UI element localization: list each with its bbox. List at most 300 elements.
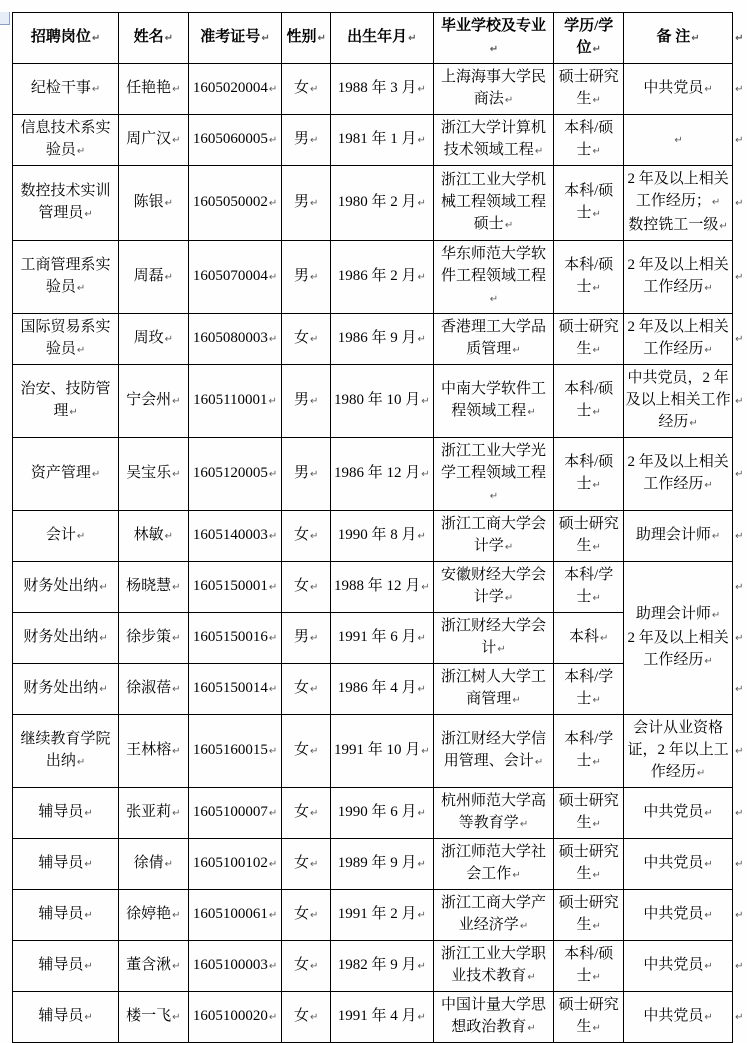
cell-text: 1605100020↵ <box>192 1008 278 1024</box>
cell-school <box>433 613 554 664</box>
paragraph-mark-icon: ↵ <box>417 135 426 146</box>
cell-degree <box>554 166 624 241</box>
cell-school <box>433 715 554 788</box>
paragraph-mark-icon: ↵ <box>704 1012 713 1023</box>
cell-text: 浙江工业大学职业技术教育↵ <box>440 946 546 984</box>
paragraph-mark-icon: ↵ <box>417 808 426 819</box>
cell-remark <box>624 511 733 562</box>
paragraph-mark-icon: ↵ <box>735 198 744 209</box>
cell-position <box>13 839 119 890</box>
cell-text: 1986 年 12 月↵ <box>334 465 430 481</box>
row-end-mark <box>733 788 747 839</box>
paragraph-mark-icon: ↵ <box>704 283 713 294</box>
cell-text: 1990 年 8 月↵ <box>337 527 426 543</box>
paragraph-mark-icon: ↵ <box>164 334 174 345</box>
cell-text: 硕士研究生↵ <box>558 319 619 357</box>
paragraph-mark-icon: ↵ <box>310 961 319 972</box>
cell-text: 1605110001↵ <box>193 392 277 408</box>
paragraph-mark-icon: ↵ <box>497 644 506 655</box>
column-header-birth <box>331 13 434 64</box>
paragraph-mark-icon: ↵ <box>310 531 319 542</box>
cell-text: 中南大学软件工程领域工程↵ <box>440 381 546 419</box>
cell-remark <box>624 562 733 715</box>
cell-position <box>13 890 119 941</box>
column-header-remark <box>624 13 733 64</box>
cell-text: 任艳艳↵ <box>126 80 181 96</box>
paragraph-mark-icon: ↵ <box>704 480 713 491</box>
cell-text: 男↵ <box>294 629 319 645</box>
paragraph-mark-icon: ↵ <box>172 582 181 593</box>
cell-position <box>13 511 119 562</box>
paragraph-mark-icon: ↵ <box>592 44 601 55</box>
cell-text: 1605160015↵ <box>192 742 278 758</box>
paragraph-mark-icon: ↵ <box>421 469 430 480</box>
cell-text: 会计↵ <box>45 527 86 543</box>
row-end-mark <box>733 241 747 314</box>
cell-text: 女↵ <box>294 804 319 820</box>
cell-text: 助理会计师↵ <box>635 527 721 543</box>
paragraph-mark-icon: ↵ <box>76 757 86 768</box>
paragraph-mark-icon: ↵ <box>417 531 426 542</box>
cell-school <box>433 839 554 890</box>
cell-name <box>119 788 188 839</box>
cell-gender <box>282 241 331 314</box>
row-end-mark <box>733 664 747 715</box>
paragraph-mark-icon: ↵ <box>99 684 108 695</box>
cell-text: 1605070004↵ <box>192 268 278 284</box>
row-end-mark <box>733 115 747 166</box>
paragraph-mark-icon: ↵ <box>704 859 713 870</box>
paragraph-mark-icon: ↵ <box>310 272 319 283</box>
table-row <box>13 941 747 992</box>
table-row <box>13 715 747 788</box>
cell-remark <box>624 438 733 511</box>
cell-name <box>119 715 188 788</box>
cell-text: 张亚莉↵ <box>126 804 181 820</box>
table-row <box>13 511 747 562</box>
cell-text: 1980 年 2 月↵ <box>337 194 426 210</box>
cell-degree <box>554 241 624 314</box>
paragraph-mark-icon: ↵ <box>735 633 744 644</box>
paragraph-mark-icon: ↵ <box>268 808 278 819</box>
cell-text: 吴宝乐↵ <box>126 465 181 481</box>
cell-text: 徐婷艳↵ <box>126 906 181 922</box>
row-end-mark <box>733 715 747 788</box>
cell-degree <box>554 314 624 365</box>
paragraph-mark-icon: ↵ <box>691 33 700 44</box>
cell-name <box>119 438 188 511</box>
cell-position <box>13 788 119 839</box>
cell-text: 辅导员↵ <box>38 1008 93 1024</box>
cell-gender <box>282 365 331 438</box>
cell-text: 1986 年 4 月↵ <box>337 680 426 696</box>
cell-ticket <box>188 788 282 839</box>
cell-text: 1981 年 1 月↵ <box>337 131 426 147</box>
cell-text: 1982 年 9 月↵ <box>337 957 426 973</box>
cell-text: 1605150001↵ <box>192 578 278 594</box>
paragraph-mark-icon: ↵ <box>735 531 744 542</box>
cell-school <box>433 115 554 166</box>
paragraph-mark-icon: ↵ <box>704 345 713 356</box>
paragraph-mark-icon: ↵ <box>310 334 319 345</box>
paragraph-mark-icon: ↵ <box>310 1012 319 1023</box>
cell-text: 1605120005↵ <box>192 465 278 481</box>
paragraph-mark-icon: ↵ <box>735 910 744 921</box>
cell-text: 本科/硕士↵ <box>564 454 614 492</box>
cell-name <box>119 365 188 438</box>
paragraph-mark-icon: ↵ <box>735 396 744 407</box>
cell-gender <box>282 839 331 890</box>
cell-text: 1986 年 2 月↵ <box>337 268 426 284</box>
row-end-mark <box>733 13 747 64</box>
paragraph-mark-icon: ↵ <box>91 84 101 95</box>
cell-text: 中共党员↵ <box>643 80 713 96</box>
cell-school <box>433 664 554 715</box>
cell-text: 1605080003↵ <box>192 330 278 346</box>
cell-gender <box>282 115 331 166</box>
cell-ticket <box>188 64 282 115</box>
cell-school <box>433 890 554 941</box>
paragraph-mark-icon: ↵ <box>592 480 601 491</box>
cell-birth <box>331 115 434 166</box>
cell-birth <box>331 839 434 890</box>
paragraph-mark-icon: ↵ <box>592 283 601 294</box>
cell-remark <box>624 839 733 890</box>
cell-position <box>13 613 119 664</box>
cell-birth <box>331 992 434 1043</box>
cell-degree <box>554 365 624 438</box>
cell-text: 杭州师范大学高等教育学↵ <box>440 793 546 831</box>
cell-text: 女↵ <box>294 680 319 696</box>
cell-text: 男↵ <box>294 268 319 284</box>
cell-text: 华东师范大学软件工程领域工程↵ <box>440 246 546 305</box>
cell-text: 女↵ <box>294 742 319 758</box>
row-end-mark <box>733 613 747 664</box>
cell-birth <box>331 562 434 613</box>
paragraph-mark-icon: ↵ <box>172 808 181 819</box>
cell-remark <box>624 788 733 839</box>
table-row <box>13 992 747 1043</box>
cell-text: 1986 年 9 月↵ <box>337 330 426 346</box>
cell-position <box>13 314 119 365</box>
row-end-mark <box>733 64 747 115</box>
paragraph-mark-icon: ↵ <box>421 582 430 593</box>
paragraph-mark-icon: ↵ <box>674 135 683 146</box>
table-row <box>13 64 747 115</box>
cell-degree <box>554 64 624 115</box>
paragraph-mark-icon: ↵ <box>711 610 721 621</box>
cell-school <box>433 438 554 511</box>
cell-text: 辅导员↵ <box>38 855 93 871</box>
cell-text: 国际贸易系实验员↵ <box>20 319 111 357</box>
paragraph-mark-icon: ↵ <box>735 135 744 146</box>
paragraph-mark-icon: ↵ <box>421 746 430 757</box>
cell-ticket <box>188 941 282 992</box>
paragraph-mark-icon: ↵ <box>99 633 108 644</box>
table-row <box>13 839 747 890</box>
cell-position <box>13 115 119 166</box>
paragraph-mark-icon: ↵ <box>417 684 426 695</box>
paragraph-mark-icon: ↵ <box>504 95 514 106</box>
paragraph-mark-icon: ↵ <box>84 209 93 220</box>
paragraph-mark-icon: ↵ <box>735 334 744 345</box>
cell-name <box>119 64 188 115</box>
cell-text: 本科/硕士↵ <box>564 946 614 984</box>
cell-school <box>433 241 554 314</box>
cell-text: 1605150016↵ <box>192 629 278 645</box>
paragraph-mark-icon: ↵ <box>735 746 744 757</box>
cell-text: 招聘岗位↵ <box>30 29 101 45</box>
cell-position <box>13 562 119 613</box>
paragraph-mark-icon: ↵ <box>592 146 601 157</box>
cell-text: 楼一飞↵ <box>126 1008 181 1024</box>
paragraph-mark-icon: ↵ <box>76 146 86 157</box>
paragraph-mark-icon: ↵ <box>84 808 93 819</box>
cell-birth <box>331 511 434 562</box>
cell-text: 2 年及以上相关工作经历↵ <box>627 630 729 668</box>
paragraph-mark-icon: ↵ <box>268 334 278 345</box>
cell-gender <box>282 166 331 241</box>
cell-degree <box>554 941 624 992</box>
cell-text: 1990 年 6 月↵ <box>337 804 426 820</box>
paragraph-mark-icon: ↵ <box>592 757 601 768</box>
cell-text: 1605100061↵ <box>192 906 278 922</box>
paragraph-mark-icon: ↵ <box>735 469 744 480</box>
paragraph-mark-icon: ↵ <box>527 972 536 983</box>
cell-text: 女↵ <box>294 1008 319 1024</box>
cell-text: 1989 年 9 月↵ <box>337 855 426 871</box>
paragraph-mark-icon: ↵ <box>268 1012 278 1023</box>
cell-school <box>433 788 554 839</box>
column-header-ticket <box>188 13 282 64</box>
paragraph-mark-icon: ↵ <box>711 197 721 208</box>
row-end-mark <box>733 562 747 613</box>
cell-text: 浙江工业大学机械工程领域工程硕士↵ <box>440 172 546 232</box>
cell-birth <box>331 715 434 788</box>
cell-text: 女↵ <box>294 80 319 96</box>
cell-text: 林敏↵ <box>133 527 174 543</box>
paragraph-mark-icon: ↵ <box>489 294 499 305</box>
paragraph-mark-icon: ↵ <box>735 961 744 972</box>
cell-gender <box>282 64 331 115</box>
row-end-mark <box>733 941 747 992</box>
cell-text: 硕士研究生↵ <box>558 793 619 831</box>
cell-birth <box>331 664 434 715</box>
cell-text: 周玫↵ <box>133 330 174 346</box>
cell-ticket <box>188 166 282 241</box>
cell-text: 1991 年 6 月↵ <box>337 629 426 645</box>
cell-text: 周磊↵ <box>133 268 174 284</box>
paragraph-mark-icon: ↵ <box>164 531 174 542</box>
cell-name <box>119 562 188 613</box>
paragraph-mark-icon: ↵ <box>268 582 278 593</box>
cell-degree <box>554 839 624 890</box>
cell-text: 王林榕↵ <box>126 742 181 758</box>
paragraph-mark-icon: ↵ <box>704 808 713 819</box>
cell-gender <box>282 890 331 941</box>
cell-text: 1605100102↵ <box>192 855 278 871</box>
cell-text: 中共党员↵ <box>643 804 713 820</box>
paragraph-mark-icon: ↵ <box>534 757 544 768</box>
cell-ticket <box>188 562 282 613</box>
paragraph-mark-icon: ↵ <box>417 84 426 95</box>
paragraph-mark-icon: ↵ <box>696 768 706 779</box>
column-header-gender <box>282 13 331 64</box>
cell-text: 1605100003↵ <box>192 957 278 973</box>
paragraph-mark-icon: ↵ <box>704 656 713 667</box>
cell-text: 会计从业资格证，2 年以上工作经历↵ <box>627 720 729 780</box>
paragraph-mark-icon: ↵ <box>512 345 521 356</box>
paragraph-mark-icon: ↵ <box>519 921 529 932</box>
table-row <box>13 314 747 365</box>
cell-text: 女↵ <box>294 527 319 543</box>
cell-text: 财务处出纳↵ <box>23 578 108 594</box>
column-header-name <box>119 13 188 64</box>
paragraph-mark-icon: ↵ <box>408 33 417 44</box>
cell-text: 安徽财经大学会计学↵ <box>440 567 546 605</box>
cell-text: 浙江财经大学会计↵ <box>440 618 546 656</box>
paragraph-mark-icon: ↵ <box>268 198 278 209</box>
cell-position <box>13 664 119 715</box>
cell-text: 中共党员↵ <box>643 957 713 973</box>
cell-text: 徐倩↵ <box>133 855 174 871</box>
paragraph-mark-icon: ↵ <box>527 407 536 418</box>
cell-text: 本科/硕士↵ <box>564 257 614 295</box>
paragraph-mark-icon: ↵ <box>268 859 278 870</box>
paragraph-mark-icon: ↵ <box>164 33 174 44</box>
paragraph-mark-icon: ↵ <box>711 531 721 542</box>
paragraph-mark-icon: ↵ <box>91 33 101 44</box>
paragraph-mark-icon: ↵ <box>84 1012 93 1023</box>
cell-school <box>433 365 554 438</box>
paragraph-mark-icon: ↵ <box>84 961 93 972</box>
paragraph-mark-icon: ↵ <box>84 910 93 921</box>
cell-text: 上海海事大学民商法↵ <box>440 69 546 107</box>
cell-birth <box>331 314 434 365</box>
paragraph-mark-icon: ↵ <box>91 469 101 480</box>
cell-gender <box>282 562 331 613</box>
paragraph-mark-icon: ↵ <box>172 746 181 757</box>
paragraph-mark-icon: ↵ <box>417 961 426 972</box>
cell-degree <box>554 115 624 166</box>
cell-remark <box>624 715 733 788</box>
paragraph-mark-icon: ↵ <box>310 396 319 407</box>
paragraph-mark-icon: ↵ <box>172 396 181 407</box>
paragraph-mark-icon: ↵ <box>310 746 319 757</box>
cell-text: 女↵ <box>294 957 319 973</box>
cell-position <box>13 992 119 1043</box>
cell-ticket <box>188 115 282 166</box>
paragraph-mark-icon: ↵ <box>310 808 319 819</box>
table-header <box>13 13 747 64</box>
paragraph-mark-icon: ↵ <box>704 84 713 95</box>
paragraph-mark-icon: ↵ <box>268 469 278 480</box>
paragraph-mark-icon: ↵ <box>310 633 319 644</box>
paragraph-mark-icon: ↵ <box>592 345 601 356</box>
paragraph-mark-icon: ↵ <box>261 33 270 44</box>
cell-text: 2 年及以上相关工作经历↵ <box>627 319 729 357</box>
cell-gender <box>282 992 331 1043</box>
cell-name <box>119 992 188 1043</box>
cell-text: 1980 年 10 月↵ <box>334 392 430 408</box>
paragraph-mark-icon: ↵ <box>489 44 499 55</box>
paragraph-mark-icon: ↵ <box>735 272 744 283</box>
cell-name <box>119 664 188 715</box>
cell-text: 2 年及以上相关工作经历↵ <box>627 454 729 492</box>
paragraph-mark-icon: ↵ <box>592 209 601 220</box>
row-end-mark <box>733 992 747 1043</box>
recruitment-table <box>12 12 747 1043</box>
document-page <box>0 12 747 1035</box>
cell-ticket <box>188 613 282 664</box>
cell-gender <box>282 788 331 839</box>
cell-birth <box>331 788 434 839</box>
paragraph-mark-icon: ↵ <box>172 684 181 695</box>
row-end-mark <box>733 314 747 365</box>
cell-gender <box>282 715 331 788</box>
cell-text: 浙江树人大学工商管理↵ <box>440 669 546 707</box>
cell-text: 男↵ <box>294 465 319 481</box>
cell-gender <box>282 438 331 511</box>
cell-text: 女↵ <box>294 330 319 346</box>
cell-name <box>119 115 188 166</box>
cell-text: 本科/硕士↵ <box>564 120 614 158</box>
cell-text: 本科/学士↵ <box>564 567 614 605</box>
row-end-mark <box>733 511 747 562</box>
cell-degree <box>554 788 624 839</box>
cell-birth <box>331 166 434 241</box>
cell-text: 准考证号↵ <box>200 29 270 45</box>
paragraph-mark-icon: ↵ <box>76 531 86 542</box>
paragraph-mark-icon: ↵ <box>504 542 514 553</box>
paragraph-mark-icon: ↵ <box>417 1012 426 1023</box>
paragraph-mark-icon: ↵ <box>592 542 601 553</box>
cell-position <box>13 715 119 788</box>
cell-text: 出生年月↵ <box>347 29 417 45</box>
cell-text: 2 年及以上相关工作经历↵ <box>627 257 729 295</box>
cell-text: 浙江工商大学会计学↵ <box>440 516 546 554</box>
cell-ticket <box>188 438 282 511</box>
cell-position <box>13 365 119 438</box>
cell-text: 浙江财经大学信用管理、会计↵ <box>440 731 546 769</box>
cell-text: 工商管理系实验员↵ <box>20 257 111 295</box>
row-end-mark <box>733 166 747 241</box>
cell-school <box>433 64 554 115</box>
cell-text: 继续教育学院出纳↵ <box>20 731 111 769</box>
cell-text: 硕士研究生↵ <box>558 69 619 107</box>
cell-remark <box>624 314 733 365</box>
cell-school <box>433 511 554 562</box>
cell-remark <box>624 115 733 166</box>
cell-text: 男↵ <box>294 131 319 147</box>
cell-school <box>433 941 554 992</box>
cell-birth <box>331 241 434 314</box>
cell-birth <box>331 890 434 941</box>
paragraph-mark-icon: ↵ <box>172 469 181 480</box>
cell-text: 1605150014↵ <box>192 680 278 696</box>
cell-name <box>119 314 188 365</box>
paragraph-mark-icon: ↵ <box>268 746 278 757</box>
paragraph-mark-icon: ↵ <box>310 135 319 146</box>
cell-remark <box>624 166 733 241</box>
cell-text: 女↵ <box>294 906 319 922</box>
cell-text: 备 注↵ <box>656 29 700 45</box>
cell-degree <box>554 992 624 1043</box>
cell-gender <box>282 511 331 562</box>
cell-birth <box>331 438 434 511</box>
paragraph-mark-icon: ↵ <box>268 272 278 283</box>
paragraph-mark-icon: ↵ <box>735 582 744 593</box>
